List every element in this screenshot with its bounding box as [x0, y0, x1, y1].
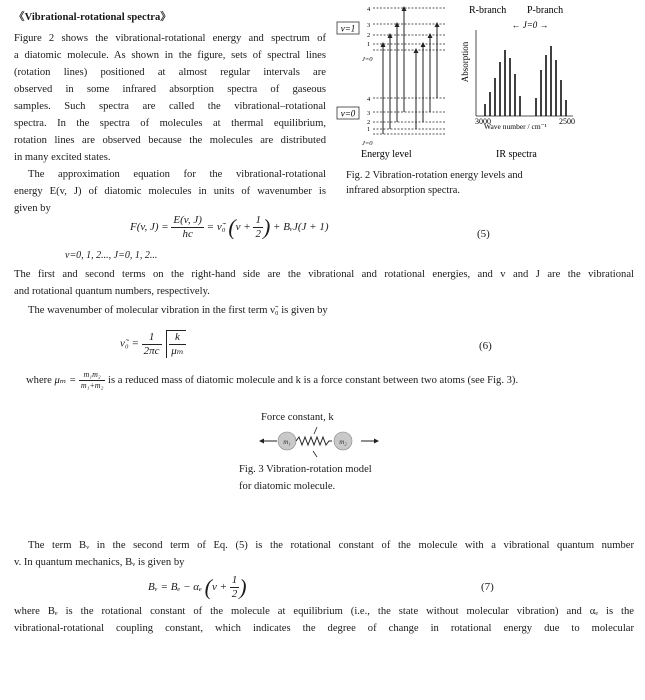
intro-line: samples. Such spectra are called the vibrational–rotational — [14, 101, 326, 112]
bv-paragraph — [14, 537, 634, 571]
eq6-root-frac — [169, 331, 185, 358]
eq5-v-plus: v + — [235, 221, 251, 234]
equation-6 — [120, 330, 186, 358]
after-eq5-line: and rotational quantum numbers, respectively. — [14, 286, 210, 297]
close-paren: ) — [239, 574, 247, 600]
v0-label: v=0 — [340, 108, 356, 119]
approx-paragraph — [14, 166, 326, 217]
eq5-half — [253, 214, 263, 241]
eq5-ranges: v=0, 1, 2..., J=0, 1, 2... — [65, 250, 158, 261]
rotation-mark — [313, 451, 317, 457]
section-title: 《Vibrational-rotational spectra》 — [14, 12, 171, 23]
eq6-root-num: k — [169, 331, 185, 345]
caption-line: Fig. 3 Vibration-rotation model — [239, 464, 372, 475]
eq5-frac-den: hc — [182, 228, 193, 240]
m2-label: m₂ — [339, 438, 347, 446]
arrow-heads — [381, 6, 440, 53]
intro-line: in many excited states. — [14, 152, 111, 163]
eq5-number: (5) — [477, 228, 490, 240]
j-zero-arrow: ← J=0 → — [511, 20, 549, 30]
eq6-frac-den: 2πc — [143, 344, 160, 357]
caption-line: for diatomic molecule. — [239, 481, 336, 492]
eq6-frac-num: 1 — [142, 331, 162, 345]
eq7-half-num: 1 — [231, 574, 238, 586]
eq5-frac-num: E(v, J) — [173, 214, 202, 226]
final-line: where Bₑ is the rotational constant of the molecule at equilibrium (i.e., the state without molecular vibration) and αₑ is the — [14, 606, 634, 617]
eq7-half-den: 2 — [231, 588, 238, 600]
eq6-root-den: μₘ — [171, 345, 184, 357]
j-tick-lower-1: 1 — [367, 126, 371, 133]
where-mu-line — [26, 370, 518, 391]
intro-paragraph — [14, 30, 326, 166]
mu-lhs: μₘ = — [54, 374, 77, 386]
intro-line: spectra. In the spectra of molecules at thermal equilibrium, — [14, 118, 326, 129]
ir-spectrum — [460, 5, 575, 160]
j-tick-upper-1: 1 — [367, 41, 371, 48]
after-eq5-line: The first and second terms on the right-hand side are the vibrational and rotational energies, and v and J are the vibrational — [14, 269, 634, 280]
approx-line: energy E(v, J) of diatomic molecules in units of wavenumber is — [14, 186, 326, 197]
approx-line: given by — [14, 203, 51, 214]
final-line: vibrational-rotational coupling constant, which indicates the degree of change in rotational energy due to molecular — [14, 623, 634, 634]
energy-level-diagram — [337, 6, 445, 160]
equation-7 — [148, 574, 247, 601]
final-paragraph — [14, 603, 634, 637]
eq5-fraction — [171, 214, 204, 241]
force-constant-label: Force constant, k — [261, 412, 334, 423]
j-tick-lower-4: 4 — [367, 96, 371, 103]
j-tick-lower-0: J=0 — [362, 140, 373, 147]
wavenumber-line: The wavenumber of molecular vibration in the first term ν̃₀ is given by — [28, 305, 328, 316]
eq7-number: (7) — [481, 581, 494, 593]
intro-line: Figure 2 shows the vibrational-rotational energy and spectrum of — [14, 33, 326, 44]
intro-line: observed in some infrared absorption spectra of gaseous — [14, 84, 326, 95]
j-tick-upper-2: 2 — [367, 32, 371, 39]
energy-level-label: Energy level — [361, 149, 412, 160]
eq5-half-num: 1 — [255, 214, 261, 226]
eq6-sqrt — [166, 330, 185, 358]
intro-line: (rotation lines) positioned at almost regular intervals are — [14, 67, 326, 78]
intro-line: a diatomic molecule. As shown in the figure, sets of spectral lines — [14, 50, 326, 61]
bv-line: The term Bᵥ in the second term of Eq. (5) is the rotational constant of the molecule with a vibrational quantum number — [28, 540, 634, 551]
close-paren: ) — [262, 214, 271, 240]
spectral-lines — [485, 46, 566, 116]
axis-2500: 2500 — [559, 117, 575, 126]
p-branch-label: P-branch — [527, 5, 564, 16]
figure-3-caption — [239, 461, 372, 495]
left-arrow-head — [259, 439, 264, 444]
eq7-lhs: Bᵥ = Bₑ − αₑ — [148, 581, 202, 594]
open-paren: ( — [228, 214, 236, 240]
mu-frac-num: m₁m₂ — [79, 370, 106, 381]
open-paren: ( — [204, 574, 212, 600]
m1-label: m₁ — [283, 438, 291, 446]
axis-label: Wave number / cm⁻¹ — [484, 122, 547, 131]
figure-3-spring-model — [255, 425, 385, 459]
intro-line: rotation lines are observed because the molecules are distributed — [14, 135, 326, 146]
where-word: where — [26, 374, 52, 386]
j-tick-lower-3: 3 — [367, 110, 371, 117]
mu-fraction — [79, 370, 106, 391]
v1-label: v=1 — [340, 23, 356, 34]
eq5-tail: + BᵥJ(J + 1) — [273, 221, 329, 234]
equation-5 — [130, 214, 329, 241]
eq7-v-plus: v + — [211, 581, 228, 594]
j-tick-lower-2: 2 — [367, 119, 371, 126]
after-eq5-paragraph — [14, 266, 634, 300]
right-arrow-head — [374, 439, 379, 444]
figure-2-caption — [346, 168, 523, 198]
j-tick-upper-3: 3 — [367, 22, 371, 29]
eq6-number: (6) — [479, 340, 492, 352]
eq7-half — [230, 574, 240, 601]
eq6-lhs: ν̃₀ = — [120, 337, 139, 350]
transition-arrows — [383, 8, 437, 134]
eq5-lhs: F(v, J) = — [130, 221, 169, 234]
caption-line: Fig. 2 Vibration-rotation energy levels and — [346, 170, 523, 181]
absorption-label: Absorption — [460, 41, 470, 83]
spring — [296, 437, 332, 445]
force-pointer — [314, 427, 317, 434]
eq5-half-den: 2 — [255, 228, 261, 240]
bv-line: v. In quantum mechanics, Bᵥ is given by — [14, 557, 185, 568]
eq5-mid: = ν̃₀ — [206, 221, 226, 234]
eq6-fraction — [142, 331, 162, 358]
ir-spectra-label: IR spectra — [496, 149, 537, 160]
j-tick-upper-0: J=0 — [362, 56, 373, 63]
axis-3000: 3000 — [475, 117, 491, 126]
r-branch-label: R-branch — [469, 5, 507, 16]
caption-line: infrared absorption spectra. — [346, 185, 460, 196]
j-tick-upper-4: 4 — [367, 6, 371, 13]
mu-frac-den: m₁+m₂ — [80, 381, 104, 390]
approx-line: The approximation equation for the vibrational-rotational — [28, 169, 326, 180]
mu-rest: is a reduced mass of diatomic molecule and k is a force constant between two atoms (see Fig. 3). — [108, 374, 519, 386]
